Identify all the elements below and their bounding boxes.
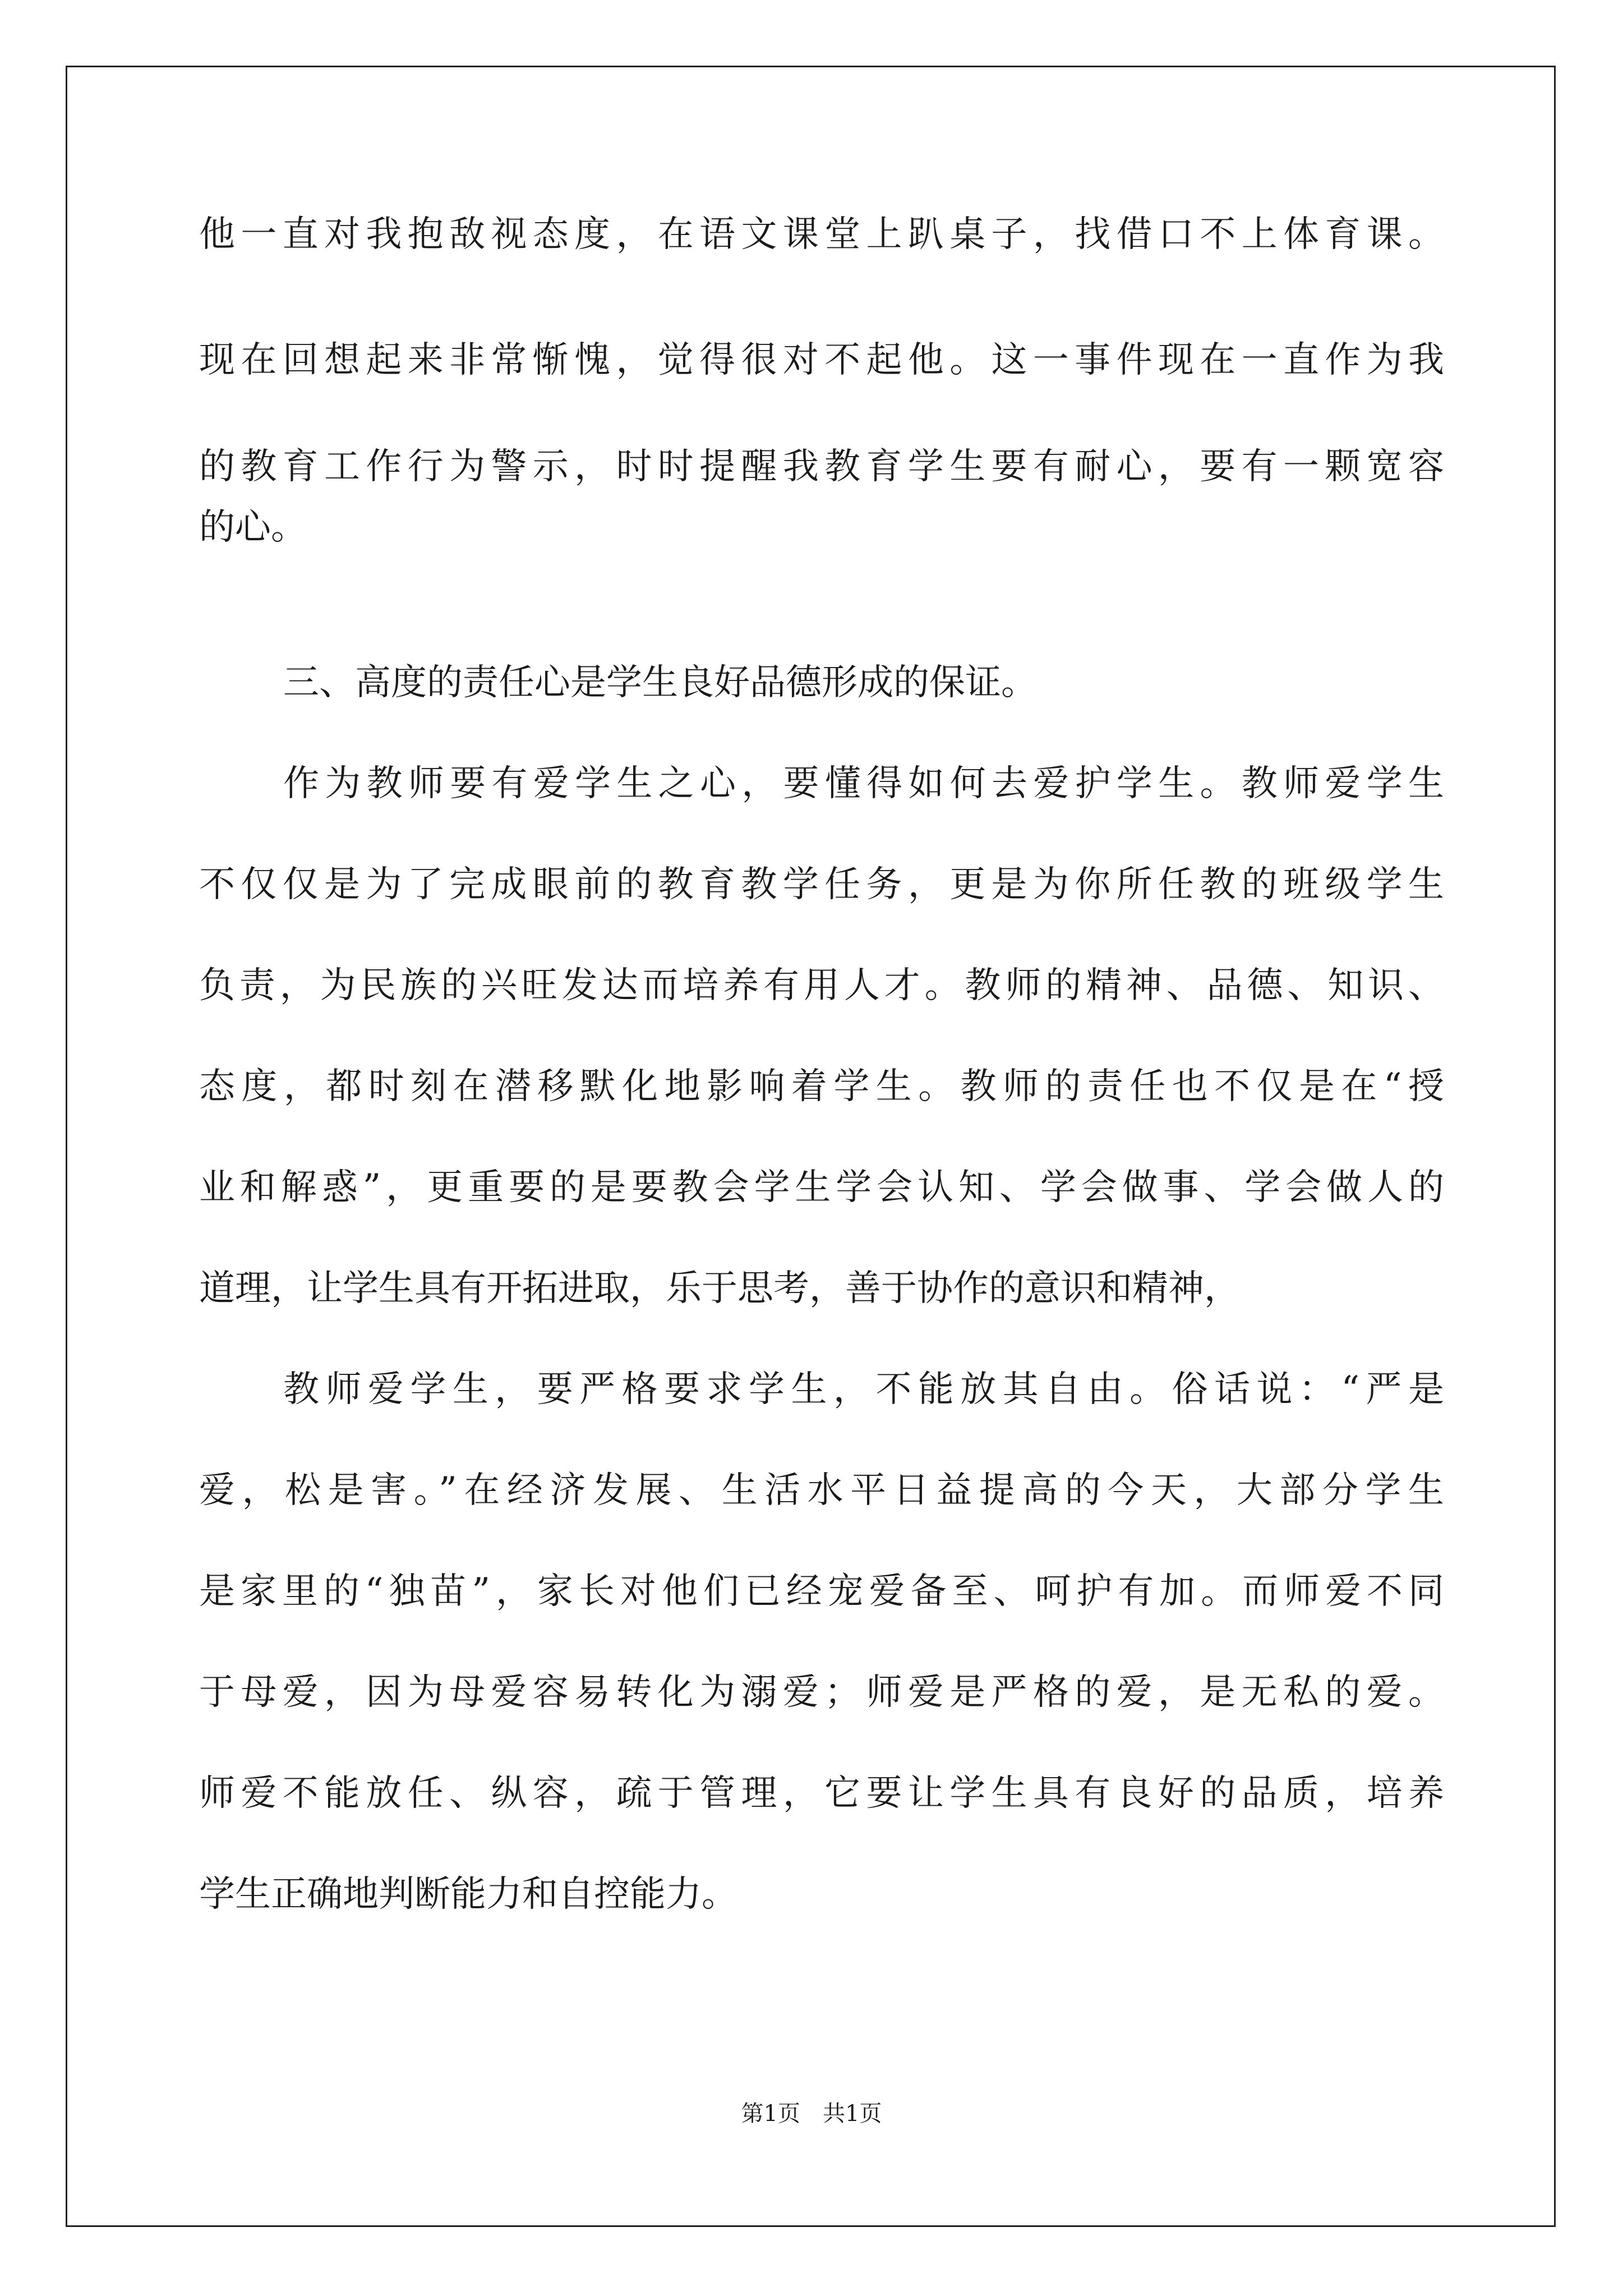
page-number-footer: 第1页 共1页 (741, 2101, 882, 2127)
text-line: 现在回想起来非常惭愧，觉得很对不起他。这一事件现在一直作为我 (199, 339, 1444, 381)
text-line: 业和解惑”，更重要的是要教会学生学会认知、学会做事、学会做人的 (199, 1167, 1444, 1208)
text-line: 学生正确地判断能力和自控能力。 (199, 1874, 737, 1915)
text-line: 师爱不能放任、纵容，疏于管理，它要让学生具有良好的品质，培养 (199, 1773, 1444, 1814)
text-line: 负责，为民族的兴旺发达而培养有用人才。教师的精神、品德、知识、 (199, 965, 1444, 1006)
section-heading: 三、高度的责任心是学生良好品德形成的保证。 (283, 662, 1037, 703)
text-line: 态度，都时刻在潜移默化地影响着学生。教师的责任也不仅是在“授 (199, 1066, 1444, 1107)
text-line: 是家里的“独苗”，家长对他们已经宠爱备至、呵护有加。而师爱不同 (199, 1571, 1444, 1612)
text-line: 的教育工作行为警示，时时提醒我教育学生要有耐心，要有一颗宽容 (199, 446, 1444, 487)
text-line: 爱，松是害。”在经济发展、生活水平日益提高的今天，大部分学生 (199, 1470, 1444, 1511)
text-line: 道理，让学生具有开拓进取，乐于思考，善于协作的意识和精神， (199, 1268, 1240, 1309)
text-line: 不仅仅是为了完成眼前的教育教学任务，更是为你所任教的班级学生 (199, 864, 1444, 905)
text-line: 于母爱，因为母爱容易转化为溺爱；师爱是严格的爱，是无私的爱。 (199, 1672, 1444, 1713)
text-line: 教师爱学生，要严格要求学生，不能放其自由。俗话说：“严是 (283, 1369, 1444, 1410)
text-line: 他一直对我抱敌视态度，在语文课堂上趴桌子，找借口不上体育课。 (199, 214, 1444, 255)
text-line: 的心。 (199, 507, 307, 548)
text-line: 作为教师要有爱学生之心，要懂得如何去爱护学生。教师爱学生 (283, 763, 1444, 804)
